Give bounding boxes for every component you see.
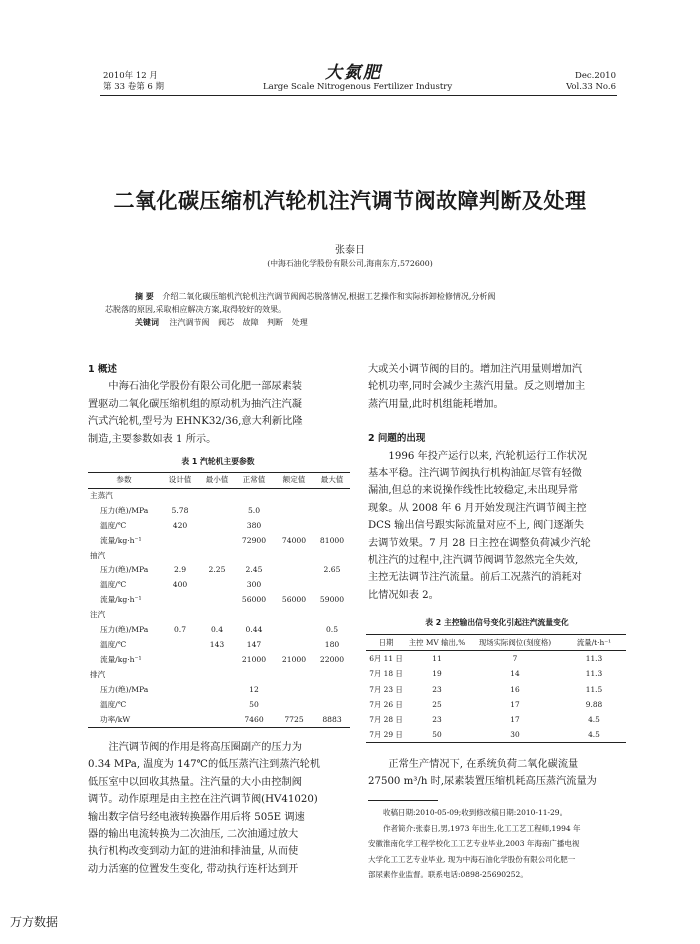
header-volume-en: Vol.33 No.6	[566, 82, 616, 92]
footnote-author-bio: 大学化工工艺专业毕业, 现为中海石油化学股份有限公司化肥一	[368, 854, 576, 864]
header-issue-date	[103, 71, 164, 93]
table2-row	[366, 727, 626, 743]
article-title: 二氧化碳压缩机汽轮机注汽调节阀故障判断及处理	[113, 189, 587, 213]
header-issue-en	[560, 71, 616, 93]
table1-cell	[314, 683, 350, 698]
table1-cell	[274, 519, 314, 534]
sec2-line: 基本平稳。注汽调节阀执行机构油缸尽管有轻微	[368, 468, 582, 480]
footnote-contact: 部尿素作业监督。联系电话:0898-25690252。	[368, 870, 528, 879]
table1-cell	[200, 488, 234, 503]
para3-line: 27500 m³/h 时,尿素装置压缩机耗高压蒸汽流量为	[368, 776, 597, 788]
para3-line: 正常生产情况下, 在系统负荷二氧化碳流量	[388, 759, 579, 770]
table1-row	[88, 534, 350, 549]
table1-cell: 180	[324, 639, 340, 649]
table1-cell	[274, 549, 314, 564]
table2-cell: 17	[510, 699, 520, 709]
table2-date: 7月 18 日	[369, 669, 403, 679]
table1-cell: 5.0	[247, 505, 261, 515]
para1-line: 轮机功率,同时会减少主蒸汽用量。反之则增加主	[368, 381, 586, 393]
table1-cell: 0.4	[210, 625, 224, 635]
table1-cell	[160, 549, 200, 564]
table1-cell	[160, 488, 200, 503]
table1-row	[88, 653, 350, 668]
table1-header: 最小值	[205, 475, 229, 484]
table2-cell: 4.5	[588, 715, 600, 725]
table1-cell	[234, 488, 274, 503]
table2-row	[366, 682, 626, 697]
table1-row-label: 流量/kg·h⁻¹	[100, 535, 142, 545]
sec2-line: 机注汽的过程中,注汽调节阀调节忽然完全失效,	[368, 555, 579, 567]
table2-cell: 25	[432, 699, 442, 709]
watermark: 万方数据	[10, 915, 59, 929]
table2-date: 7月 23 日	[369, 684, 403, 694]
table2-cell: 11	[432, 654, 442, 664]
table1-cell	[314, 578, 350, 593]
table2-header: 现场实际阀位(刻度格)	[478, 638, 552, 647]
table1-header: 设计值	[168, 475, 192, 484]
table2-row	[366, 697, 626, 712]
table1-row	[88, 563, 350, 578]
left-column	[88, 361, 348, 448]
table1-caption: 表 1 汽轮机主要参数	[181, 457, 255, 466]
table2-header: 流量/t·h⁻¹	[576, 638, 612, 647]
header-rule	[100, 95, 617, 96]
table2-cell: 19	[432, 669, 442, 679]
keywords-line	[105, 316, 615, 329]
table1-cell	[274, 683, 314, 698]
journal-logo: 大氮肥	[325, 63, 382, 83]
sec2-line: 漏油,但总的来说操作线性比较稳定,未出现异常	[368, 485, 579, 497]
table1-cell: 380	[246, 520, 262, 530]
table1-row-label: 压力(绝)/MPa	[100, 505, 149, 515]
author-name: 张泰日	[335, 245, 365, 256]
table2-cell: 14	[510, 669, 520, 679]
table1-cell	[274, 563, 314, 578]
table2-date: 7月 29 日	[369, 730, 403, 740]
table1-cell	[160, 698, 200, 713]
keywords-label: 关键词	[135, 318, 159, 327]
table2-cell: 16	[510, 684, 520, 694]
sec2-line: 1996 年投产运行以来, 汽轮机运行工作状况	[388, 450, 588, 462]
para2-line: 调节。动作原理是由主控在注汽调节阀(HV41020)	[88, 794, 318, 806]
table1-cell	[200, 683, 234, 698]
table1-cell	[314, 519, 350, 534]
table1-cell	[200, 519, 234, 534]
table2-header: 主控 MV 输出,%	[408, 638, 466, 647]
table1-cell: 56000	[281, 595, 307, 605]
table1-cell: 8883	[322, 714, 342, 724]
abstract-text-1: 介绍二氧化碳压缩机汽轮机注汽调节阀阀芯脱落情况,根据工艺操作和实际拆卸检修情况,分析阀	[162, 292, 496, 301]
table1-cell: 2.25	[208, 565, 226, 575]
table1-cell	[314, 698, 350, 713]
table1-cell	[200, 578, 234, 593]
table2-header: 日期	[378, 638, 394, 647]
sec2-line: 主控无法调节注汽流量。前后工况蒸汽的消耗对	[368, 572, 582, 584]
journal-name-en: Large Scale Nitrogenous Fertilizer Industry	[263, 82, 453, 92]
right-column-bottom	[368, 756, 626, 791]
table2-cell: 17	[510, 715, 520, 725]
table1-cell: 300	[246, 580, 262, 590]
table1-cell	[274, 504, 314, 519]
sec1-line: 中海石油化学股份有限公司化肥一部尿素装	[108, 381, 302, 393]
table1-cell: 7460	[244, 714, 264, 724]
table1-cell: 2.9	[173, 565, 187, 575]
table1-row-label: 主蒸汽	[90, 490, 113, 500]
table1-cell	[314, 608, 350, 623]
table1-row	[88, 519, 350, 534]
table1-cell	[200, 549, 234, 564]
table1-cell	[274, 668, 314, 683]
table1-cell: 21000	[281, 654, 307, 664]
table1-row	[88, 504, 350, 519]
para2-line: 低压室中以回收其热量。注汽量的大小由控制阀	[88, 776, 302, 788]
abstract-line-1	[105, 290, 615, 303]
table1-cell	[160, 713, 200, 728]
table1-row-label: 压力(绝)/MPa	[100, 565, 149, 575]
table1-cell	[200, 653, 234, 668]
table1-cell	[314, 504, 350, 519]
table1-cell: 0.7	[173, 625, 187, 635]
para1-line: 大或关小调节阀的目的。增加注汽用量则增加汽	[368, 364, 582, 375]
table1-row	[88, 713, 350, 728]
table2-row	[366, 712, 626, 727]
table1-cell	[274, 623, 314, 638]
table2-date: 7月 28 日	[369, 715, 403, 725]
table1-header: 额定值	[282, 475, 306, 484]
table2-cell: 23	[432, 715, 442, 725]
footnote-author-bio: 安徽淮南化学工程学校化工工艺专业毕业,2003 年海南广播电视	[368, 839, 580, 848]
table1-header: 正常值	[242, 475, 266, 484]
table2-date: 7月 26 日	[369, 699, 403, 709]
para2-line: 器的输出电流转换为二次油压, 二次油通过放大	[88, 829, 299, 841]
section-1-heading: 1 概述	[88, 364, 117, 375]
table2-caption: 表 2 主控输出信号变化引起注汽流量变化	[425, 618, 569, 627]
table2-cell: 7	[512, 654, 518, 664]
table1-row-label: 压力(绝)/MPa	[100, 684, 149, 694]
left-column-bottom	[88, 739, 348, 878]
abstract-label: 摘 要	[135, 292, 154, 301]
table1-cell	[314, 549, 350, 564]
table1-row-label: 流量/kg·h⁻¹	[100, 595, 142, 605]
table1-cell	[200, 593, 234, 608]
table1-cell: 400	[172, 580, 188, 590]
table1-cell: 21000	[241, 654, 267, 664]
table1-row-label: 排汽	[90, 669, 106, 679]
table1-cell: 12	[249, 684, 259, 694]
sec2-line: 比情况如表 2。	[368, 589, 439, 601]
table1-row-label: 温度/℃	[100, 699, 127, 709]
table1-cell: 72900	[241, 535, 267, 545]
table1	[88, 472, 350, 728]
table1-cell	[200, 698, 234, 713]
table2-row	[366, 651, 626, 667]
table2-cell: 50	[432, 730, 442, 740]
table1-header: 最大值	[320, 475, 344, 484]
footnote-rule	[368, 800, 438, 801]
sec1-line: 制造,主要参数如表 1 所示。	[88, 433, 217, 445]
table1-row-label: 抽汽	[90, 550, 106, 560]
author-affiliation: (中海石油化学股份有限公司,海南东方,572600)	[267, 259, 433, 268]
para2-line: 注汽调节阀的作用是将高压圈副产的压力为	[108, 742, 302, 753]
table1-cell	[200, 504, 234, 519]
table2-date: 6月 11 日	[369, 654, 403, 664]
table1-cell	[274, 608, 314, 623]
para2-line: 动力活塞的位置发生变化, 带动执行连杆达到开	[88, 863, 299, 875]
table1-row	[88, 683, 350, 698]
table1-cell	[274, 578, 314, 593]
table1-cell: 147	[246, 639, 262, 649]
sec2-line: 现象。从 2008 年 6 月开始发现注汽调节阀主控	[368, 502, 587, 514]
table2-cell: 23	[432, 684, 442, 694]
table1-cell	[314, 488, 350, 503]
table1-cell	[200, 713, 234, 728]
table1-cell	[160, 638, 200, 653]
table1-cell	[160, 653, 200, 668]
abstract	[105, 290, 615, 329]
table1-row-label: 温度/℃	[100, 580, 127, 590]
table2-cell: 11.5	[585, 684, 603, 694]
table1-cell: 81000	[319, 535, 345, 545]
table1-cell: 56000	[241, 595, 267, 605]
table1-row	[88, 549, 350, 564]
table1-row-label: 注汽	[90, 610, 106, 620]
table1-row	[88, 623, 350, 638]
table1-cell	[274, 698, 314, 713]
table1-row	[88, 488, 350, 503]
header-volume: 第 33 卷第 6 期	[103, 82, 165, 92]
table2-cell: 4.5	[588, 730, 600, 740]
right-column	[368, 361, 626, 604]
table1-row-label: 功率/kW	[100, 714, 131, 724]
table1-cell	[160, 683, 200, 698]
table2-cell: 9.88	[585, 699, 603, 709]
para2-line: 0.34 MPa, 温度为 147℃的低压蒸汽注到蒸汽轮机	[88, 759, 321, 771]
table2-cell: 11.3	[585, 654, 603, 664]
table1-cell	[234, 668, 274, 683]
table1-cell: 2.45	[245, 565, 263, 575]
table1-row	[88, 668, 350, 683]
table1-cell	[160, 668, 200, 683]
table1-cell	[200, 534, 234, 549]
table1-cell: 7725	[284, 714, 304, 724]
table1-header: 参数	[116, 475, 132, 484]
table1-cell	[200, 668, 234, 683]
table1-cell	[274, 488, 314, 503]
abstract-text-2: 芯脱落的原因,采取相应解决方案,取得较好的效果。	[105, 305, 287, 314]
keywords-text: 注汽调节阀 阀芯 故障 判断 处理	[169, 318, 308, 327]
header-date-en: Dec.2010	[575, 71, 616, 81]
footnote-received: 收稿日期:2010-05-09;收到修改稿日期:2010-11-29。	[383, 808, 568, 817]
table1-cell	[234, 608, 274, 623]
table1-cell: 5.78	[171, 505, 189, 515]
sec1-line: 汽式汽轮机,型号为 EHNK32/36,意大利新比隆	[88, 416, 303, 428]
table1-cell: 2.65	[323, 565, 341, 575]
table1-cell	[274, 638, 314, 653]
table1-cell	[160, 593, 200, 608]
header-date: 2010年 12 月	[103, 71, 158, 81]
section-2-heading: 2 问题的出现	[368, 433, 426, 445]
table1-row	[88, 698, 350, 713]
table1-cell: 420	[172, 520, 188, 530]
para2-line: 执行机构改变到动力缸的进油和排油量, 从而使	[88, 846, 299, 858]
table1-cell	[234, 549, 274, 564]
table1-row	[88, 608, 350, 623]
footnote-author-bio: 作者简介:张泰日,男,1973 年出生,化工工艺工程师,1994 年	[383, 823, 581, 833]
footnote	[368, 805, 630, 883]
table1-cell	[160, 608, 200, 623]
table1-row-label: 压力(绝)/MPa	[100, 625, 149, 635]
table1-cell: 0.5	[325, 625, 339, 635]
table1-cell: 50	[249, 699, 259, 709]
table2-header-row	[366, 635, 626, 651]
table1-cell	[314, 668, 350, 683]
table2-row	[366, 666, 626, 681]
table1-cell: 0.44	[245, 625, 263, 635]
table1-row-label: 温度/℃	[100, 520, 127, 530]
para2-line: 输出数字信号经电液转换器作用后将 505E 调速	[88, 811, 305, 823]
table1-cell	[160, 534, 200, 549]
table1-row	[88, 578, 350, 593]
table1-header-row	[88, 473, 350, 489]
table1-row	[88, 638, 350, 653]
table2-cell: 11.3	[585, 669, 603, 679]
table1-cell	[200, 608, 234, 623]
table1-row-label: 温度/℃	[100, 639, 127, 649]
para1-line: 蒸汽用量,此时机组能耗增加。	[368, 398, 504, 410]
sec2-line: DCS 输出信号跟实际流量对应不上, 阀门逐渐失	[368, 520, 585, 532]
table2-cell: 30	[510, 730, 520, 740]
table1-row	[88, 593, 350, 608]
table2	[366, 634, 626, 743]
sec2-line: 去调节效果。7 月 28 日主控在调整负荷减少汽轮	[368, 537, 591, 549]
table1-cell: 143	[209, 639, 225, 649]
table1-cell: 59000	[319, 595, 345, 605]
sec1-line: 置驱动二氧化碳压缩机组的原动机为抽汽注汽凝	[88, 398, 302, 410]
table1-cell: 74000	[281, 535, 307, 545]
table1-row-label: 流量/kg·h⁻¹	[100, 654, 142, 664]
table1-cell: 22000	[319, 654, 345, 664]
